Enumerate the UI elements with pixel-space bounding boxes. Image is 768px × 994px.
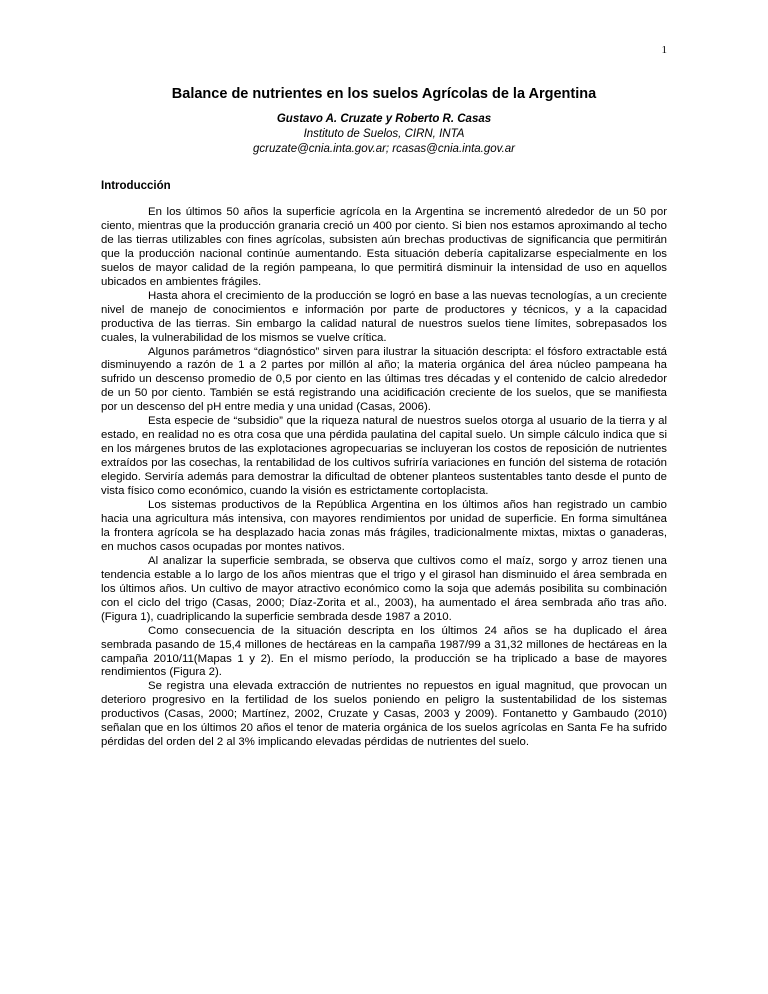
section-heading: Introducción	[101, 180, 171, 192]
author-affiliation: Instituto de Suelos, CIRN, INTA	[303, 128, 465, 140]
author-emails: gcruzate@cnia.inta.gov.ar; rcasas@cnia.inta.gov.ar	[253, 143, 515, 155]
paragraph: Como consecuencia de la situación descripta en los últimos 24 años se ha duplicado el área sembrada pasando de 15,4 millones de hectáreas en la campaña 1987/99 a 31,32 millones de hectáreas en la campaña 2010/11(Mapas 1 y 2). En el mismo período, la producción se ha triplicado a base de mayores rendimientos (Figura 2).	[101, 624, 667, 679]
page-number: 1	[661, 44, 667, 56]
paragraph: Hasta ahora el crecimiento de la producción se logró en base a las nuevas tecnologías, a un creciente nivel de manejo de conocimientos e información por parte de productores y técnicos, y a la capacidad productiva de las tierras. Sin embargo la calidad natural de nuestros suelos tiene límites, sobrepasados los cuales, la vulnerabilidad de los mismos se vuelve crítica.	[101, 289, 667, 344]
paragraph: En los últimos 50 años la superficie agrícola en la Argentina se incrementó alrededor de un 50 por ciento, mientras que la producción granaria creció un 400 por ciento. Si bien nos estamos aproximando al techo de las tierras utilizables con fines agrícolas, subsisten aún brechas productivas de significancia que permitirán que la producción nacional continúe aumentando. Esta situación debería capitalizarse especialmente en los suelos de mayor calidad de la región pampeana, lo que permitirá disminuir la intensidad de uso en aquellos ubicados en ambientes frágiles.	[101, 206, 667, 288]
document-title: Balance de nutrientes en los suelos Agrícolas de la Argentina	[171, 86, 597, 102]
paragraph: Algunos parámetros “diagnóstico” sirven para ilustrar la situación descripta: el fósforo extractable está disminuyendo a razón de 1 a 2 partes por millón al año; la materia orgánica del área núcleo pampeana ha sufrido un descenso promedio de 0,5 por ciento en las últimas tres décadas y el contenido de calcio alrededor de un 50 por ciento. También se está registrando una acidificación creciente de los suelos, que se manifiesta por un descenso del pH entre media y una unidad (Casas, 2006).	[101, 345, 667, 414]
paragraph: Esta especie de “subsidio” que la riqueza natural de nuestros suelos otorga al usuario de la tierra y al estado, en realidad no es otra cosa que una pérdida paulatina del capital suelo. Un simple cálculo indica que si en los márgenes brutos de las explotaciones agropecuarias se incluyeran los costos de reposición de nutrientes extraídos por las cosechas, la rentabilidad de los cultivos sufriría variaciones en función del sistema de rotación elegido. Serviría además para demostrar la dificultad de obtener planteos sustentables tanto desde el punto de vista físico como económico, cuando la visión es estrictamente cortoplacista.	[101, 415, 667, 498]
paragraph: Los sistemas productivos de la República Argentina en los últimos años han registrado un cambio hacia una agricultura más intensiva, con mayores rendimientos por unidad de superficie. En forma simultánea la frontera agrícola se ha desplazado hacia zonas más frágiles, tradicionalmente mixtas, mixtas o ganaderas, en muchos casos ocupadas por montes nativos.	[101, 499, 667, 553]
author-names: Gustavo A. Cruzate y Roberto R. Casas	[276, 113, 492, 125]
paragraph: Al analizar la superficie sembrada, se observa que cultivos como el maíz, sorgo y arroz tienen una tendencia estable a lo largo de los años mientras que el trigo y el girasol han disminuido el área sembrada en los últimos años. Un cultivo de mayor atractivo económico como la soja que además posibilita su combinación con el ciclo del trigo (Casas, 2000; Díaz-Zorita et al., 2003), ha aumentado el área sembrada año tras año.(Figura 1), cuadriplicando la superficie sembrada desde 1987 a 2010.	[101, 554, 667, 623]
paragraph: Se registra una elevada extracción de nutrientes no repuestos en igual magnitud, que provocan un deterioro progresivo en la fertilidad de los suelos poniendo en peligro la sustentabilidad de los sistemas productivos (Casas, 2000; Martínez, 2002, Cruzate y Casas, 2003 y 2009). Fontanetto y Gambaudo (2010) señalan que en los últimos 20 años el tenor de materia orgánica de los suelos agrícolas en Santa Fe ha sufrido pérdidas del orden del 2 al 3% implicando elevadas pérdidas de nutrientes del suelo.	[101, 680, 667, 749]
authors-block	[0, 112, 768, 157]
body-text	[101, 206, 667, 750]
